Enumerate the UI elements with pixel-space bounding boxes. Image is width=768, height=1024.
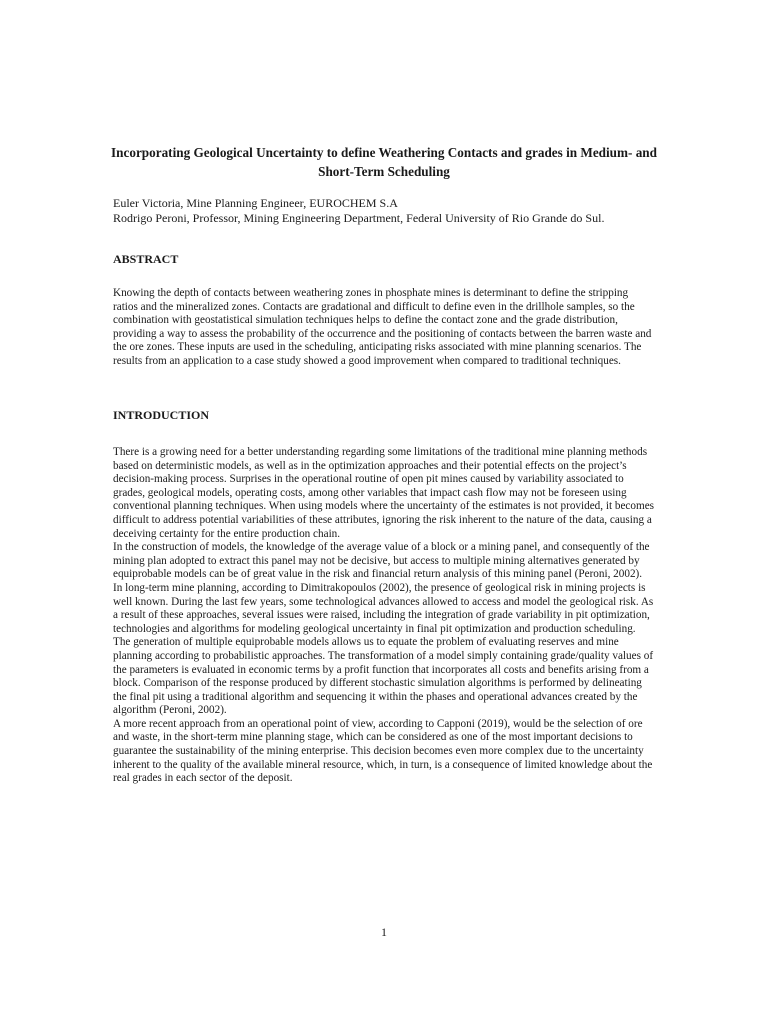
page-number: 1: [381, 925, 387, 939]
abstract-heading: ABSTRACT: [113, 252, 179, 266]
paragraph: In long-term mine planning, according to Dimitrakopoulos (2002), the presence of geological risk in mining projects is well known. During the last few years, some technological advances allowed to access and model the geological risk. As a result of these approaches, several issues were raised, including the integration of grade variability in pit optimization, technologies and algorithms for modeling geological uncertainty in final pit optimization and production scheduling.: [113, 581, 654, 635]
abstract-paragraph: Knowing the depth of contacts between weathering zones in phosphate mines is determinant to define the stripping ratios and the mineralized zones. Contacts are gradational and difficult to define even in the drillhole samples, so the combination with geostatistical simulation techniques helps to define the contact zone and the grade distribution, providing a way to assess the probability of the occurrence and the positioning of contacts between the barren waste and the ore zones. These inputs are used in the scheduling, anticipating risks associated with mine planning scenarios. The results from an application to a case study showed a good improvement when compared to traditional techniques.: [113, 287, 652, 367]
paragraph: In the construction of models, the knowledge of the average value of a block or a mining panel, and consequently of the mining plan adopted to extract this panel may not be decisive, but access to multiple mining alternatives generated by equiprobable models can be of great value in the risk and financial return analysis of this mining panel (Peroni, 2002).: [113, 541, 650, 581]
introduction-heading: INTRODUCTION: [113, 408, 210, 422]
abstract-body: [113, 287, 655, 369]
paper-title: Incorporating Geological Uncertainty to define Weathering Contacts and grades in Medium- and Short-Term Scheduling: [111, 145, 657, 179]
author-line: Rodrigo Peroni, Professor, Mining Engineering Department, Federal University of Rio Grande do Sul.: [113, 211, 605, 225]
paragraph: A more recent approach from an operational point of view, according to Capponi (2019), would be the selection of ore and waste, in the short-term mine planning stage, which can be considered as one of the most important decisions to guarantee the sustainability of the mining enterprise. This decision becomes even more complex due to the uncertainty inherent to the quality of the available mineral resource, which, in turn, is a consequence of limited knowledge about the real grades in each sector of the deposit.: [113, 717, 653, 785]
author-list: [113, 196, 604, 226]
paragraph: There is a growing need for a better understanding regarding some limitations of the traditional mine planning methods based on deterministic models, as well as in the optimization approaches and their potential effects on the project’s decision-making process. Surprises in the operational routine of open pit mines caused by variability associated to grades, geological models, operating costs, among other variables that impact cash flow may not be foreseen using conventional planning techniques. When using models where the uncertainty of the estimates is not provided, it becomes difficult to address potential variabilities of these attributes, ignoring the risk inherent to the nature of the data, causing a deceiving certainty for the entire production chain.: [113, 446, 655, 540]
paragraph: The generation of multiple equiprobable models allows us to equate the problem of evaluating reserves and mine planning according to probabilistic approaches. The transformation of a model simply containing grade/quality values of the parameters is evaluated in economic terms by a profit function that incorporates all costs and benefits arising from a block. Comparison of the response produced by different stochastic simulation algorithms is performed by delineating the final pit using a traditional algorithm and sequencing it within the phases and operational advances created by the algorithm (Peroni, 2002).: [113, 636, 654, 717]
introduction-body: [113, 446, 655, 786]
author-line: Euler Victoria, Mine Planning Engineer, EUROCHEM S.A: [113, 196, 398, 210]
